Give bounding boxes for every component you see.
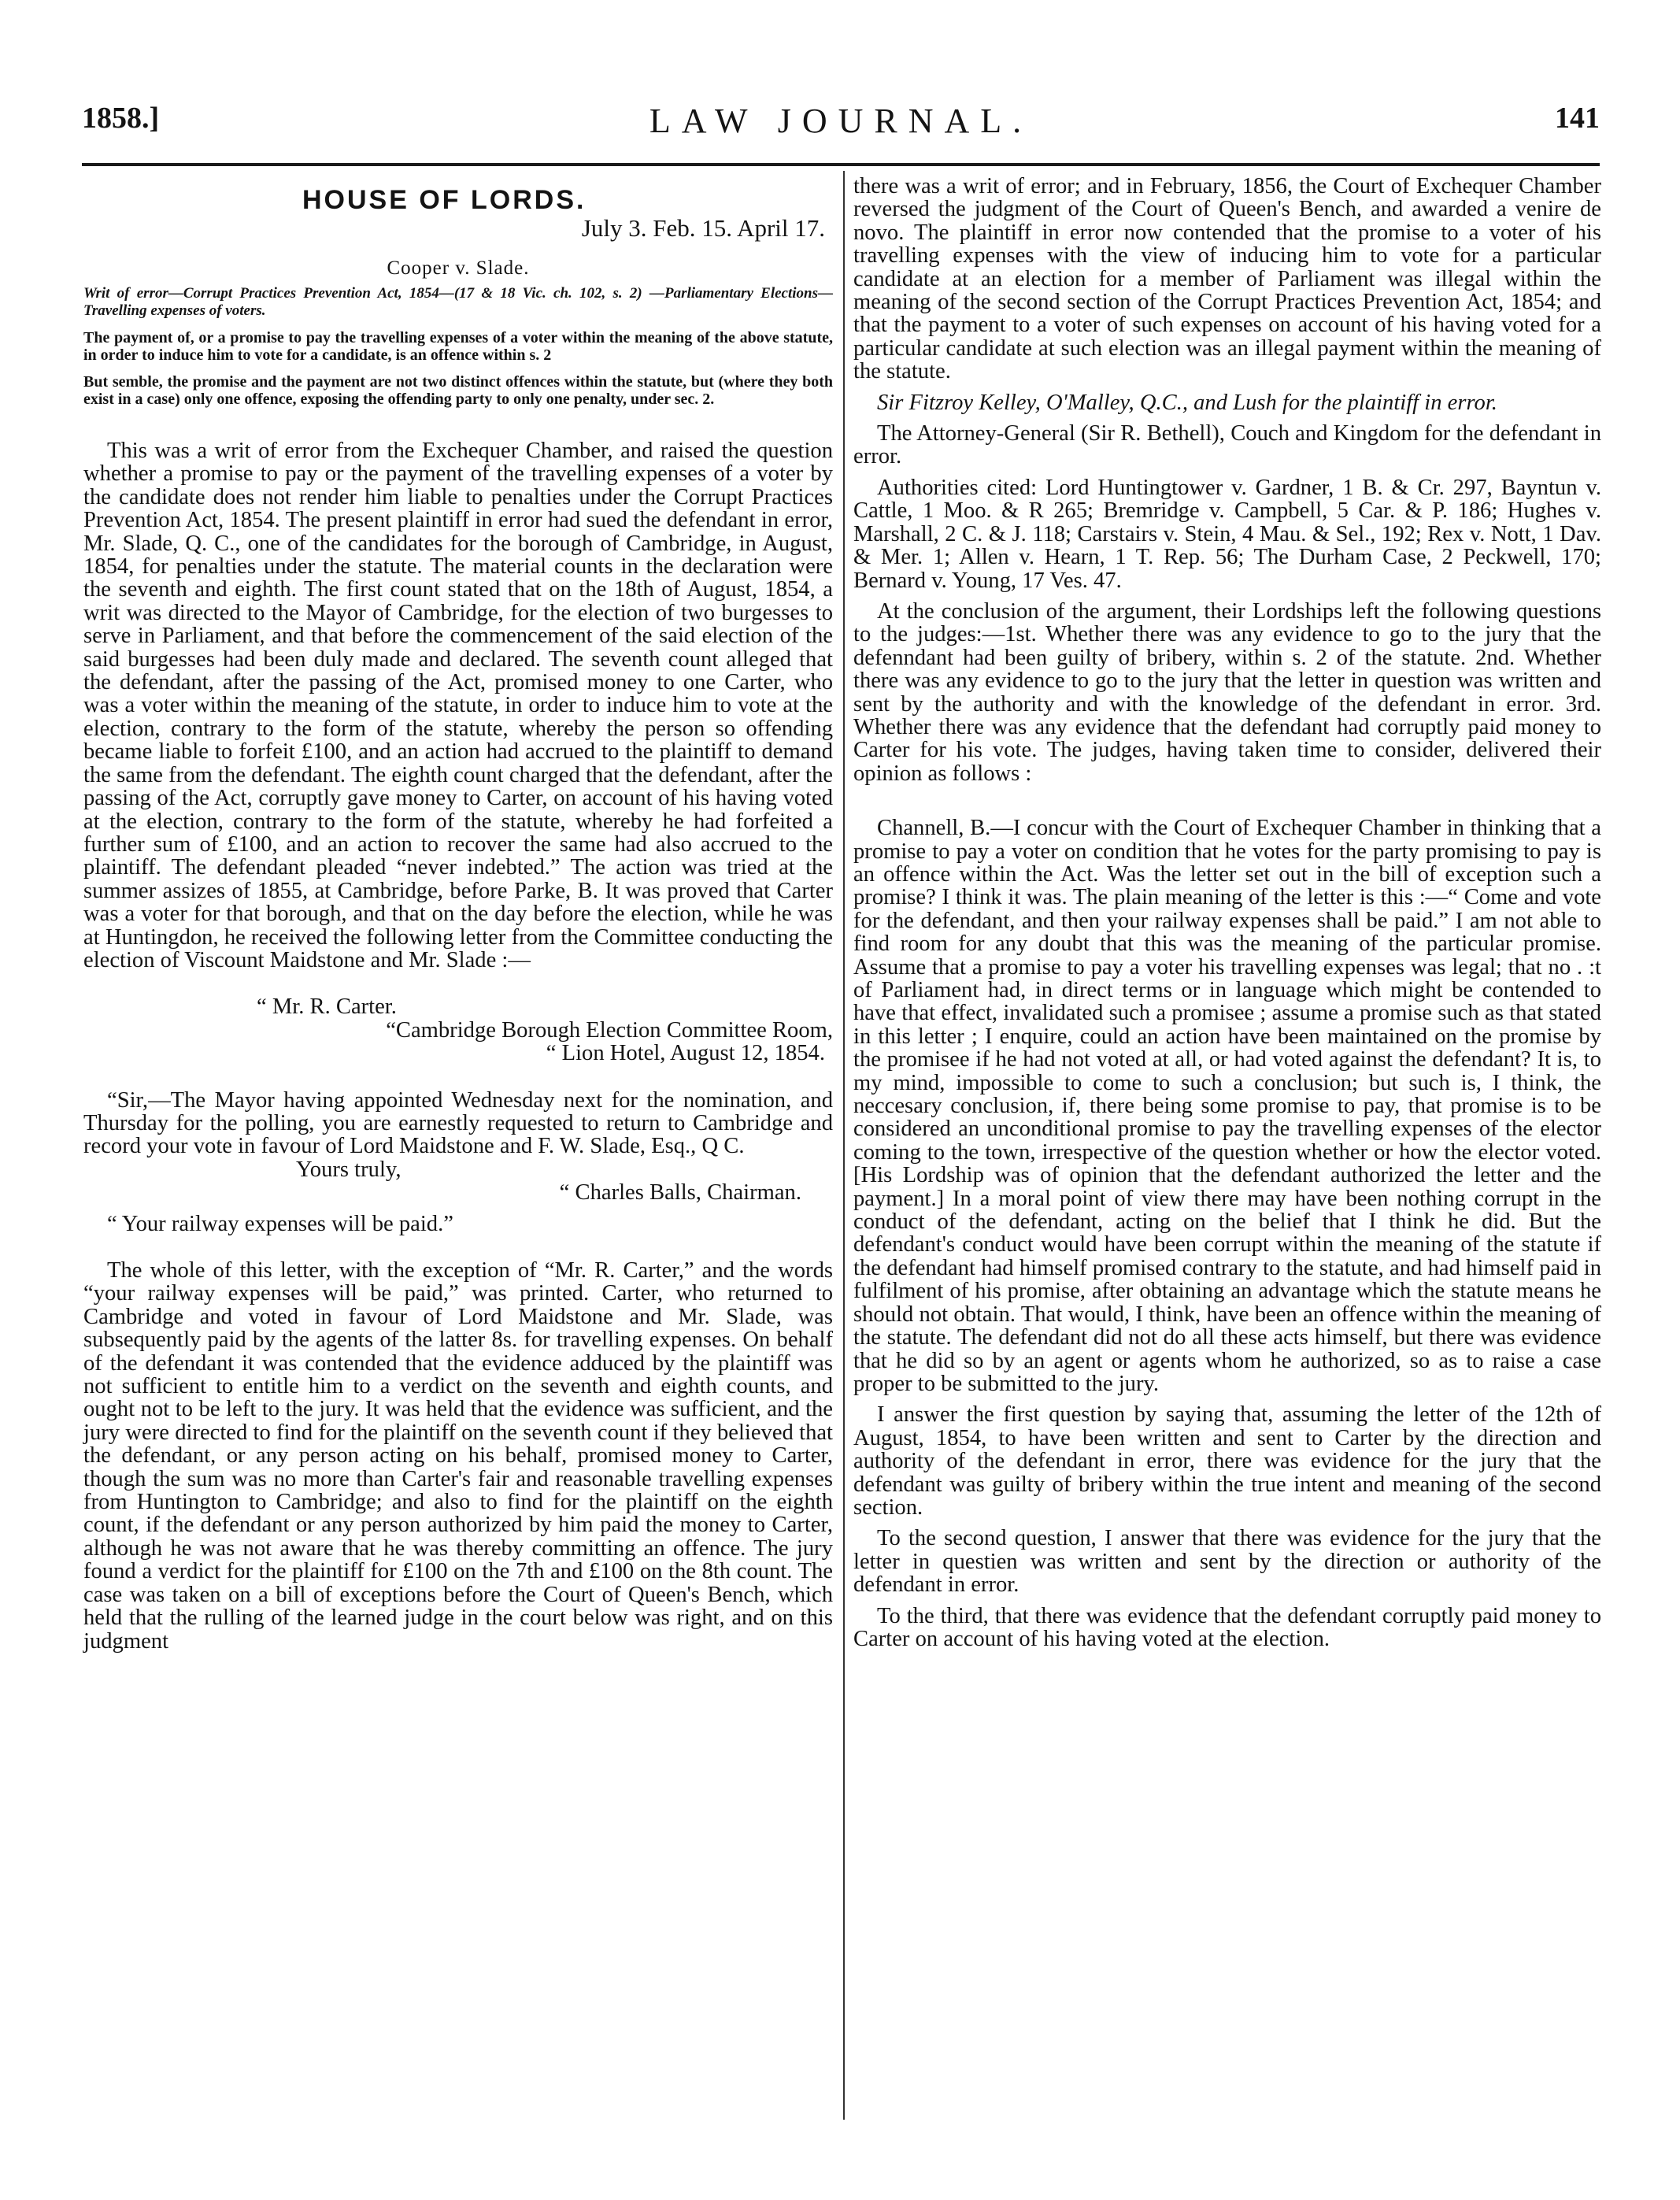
right-column — [853, 175, 1601, 1650]
paragraph-writ-of-error: there was a writ of error; and in February, 1856, the Court of Exchequer Chamber reversed the judgment of the Court of Queen's Bench, and awarded a venire de novo. The plaintiff in error now contended that the promise to a voter of his travelling expenses with the view of inducing him to vote for a particular candidate at an election for a member of Parliament was illegal within the meaning of the second section of the Corrupt Practices Prevention Act, 1854; and that the payment to a voter of such expenses on account of his having voted for a particular candidate at such election was an illegal payment within the meaning of the statute. — [853, 174, 1601, 384]
letter-address: “Cambridge Borough Election Committee Room, — [386, 1017, 833, 1043]
paragraph-trial: The whole of this letter, with the exception of “Mr. R. Carter,” and the words “your railway expenses will be paid,” was printed. Carter, who returned to Cambridge and voted in favour of Lord Maidstone and Mr. Slade, was subsequently paid by the agents of the latter 8s. for travelling expenses. On behalf of the defendant it was contended that the evidence adduced by the plaintiff was not sufficient to entitle him to a verdict on the seventh and eighth counts, and ought not to be left to the jury. It was held that the evidence was sufficient, and the jury were directed to find for the plaintiff on the seventh count if they believed that the defendant, or any person acting on his behalf, promised money to Carter, though the sum was no more than Carter's fair and reasonable travelling expenses from Huntington to Cambridge; and also to find for the plaintiff on the eighth count, if the defendant or any person authorized by him paid the money to Carter, although he was not aware that he was thereby committing an offence. The jury found a verdict for the plaintiff for £100 on the 7th and £100 on the 8th count. The case was taken on a bill of exceptions before the Court of Queen's Bench, which held that the rulling of the learned judge in the court below was right, and on this judgment — [83, 1258, 833, 1654]
hearing-dates: July 3. Feb. 15. April 17. — [581, 214, 825, 242]
column-divider — [843, 171, 845, 2120]
authorities-cited: Authorities cited: Lord Huntingtower v. Gardner, 1 B. & Cr. 297, Bayntun v. Cattle, 1 Moo. & R 265; Bremridge v. Campbell, 5 Car. & P. 186; Hughes v. Marshall, 2 C. & J. 118; Carstairs v. Stein, 4 Mau. & Sel., 192; Rex v. Nott, 1 Dav. & Mer. 1; Allen v. Hearn, 1 T. Rep. 56; The Durham Case, 2 Peckwell, 170; Bernard v. Young, 17 Ves. 47. — [853, 475, 1601, 593]
headnote-holding: The payment of, or a promise to pay the travelling expenses of a voter within the meaning of the above statute, in order to induce him to vote for a candidate, is an offence within s. 2 — [83, 329, 833, 364]
answer-first-question: I answer the first question by saying that, assuming the letter of the 12th of August, 1854, to have been written and sent to Carter by the direction and authority of the defendant in error, there was evidence for the jury that the defendant was guilty of bribery within the true intent and meaning of the second section. — [853, 1402, 1601, 1520]
letter-body: “Sir,—The Mayor having appointed Wednesday next for the nomination, and Thursday for the polling, you are earnestly requested to return to Cambridge and record your vote in favour of Lord Maidstone and F. W. Slade, Esq., Q C. — [83, 1087, 833, 1159]
paragraph-facts: This was a writ of error from the Exchequer Chamber, and raised the question whether a promise to pay or the payment of the travelling expenses of a voter by the candidate does not render him liable to penalties under the Corrupt Practices Prevention Act, 1854. The present plaintiff in error had sued the defendant in error, Mr. Slade, Q. C., one of the candidates for the borough of Cambridge, in August, 1854, for penalties under the statute. The material counts in the declaration were the seventh and eighth. The first count stated that on the 18th of August, 1854, a writ was directed to the Mayor of Cambridge, for the election of two burgesses to serve in Parliament, and that before the commencement of the said election of the said burgesses had been duly made and declared. The seventh count alleged that the defendant, after the passing of the Act, promised money to one Carter, who was a voter within the meaning of the statute, in order to induce him to vote at the election, contrary to the form of the statute, whereby the person so offending became liable to forfeit £100, and an action had accrued to the plaintiff to demand the same from the defendant. The eighth count charged that the defendant, after the passing of the Act, corruptly gave money to Carter, on account of his having voted at the election, contrary to the form of the statute, whereby he had forfeited a further sum of £100, and an action to recover the same had also accrued to the plaintiff. The defendant pleaded “never indebted.” The action was tried at the summer assizes of 1855, at Cambridge, before Parke, B. It was proved that Carter was a voter for that borough, and that on the day before the election, while he was at Huntingdon, he received the following letter from the Committee conducting the election of Viscount Maidstone and Mr. Slade :— — [83, 439, 833, 972]
left-column — [83, 175, 833, 1653]
counsel-plaintiff: Sir Fitzroy Kelley, O'Malley, Q.C., and Lush for the plaintiff in error. — [877, 390, 1497, 415]
letter-closing: Yours truly, — [296, 1157, 401, 1182]
page-number: 141 — [1555, 102, 1600, 135]
running-head-title: LAW JOURNAL. — [649, 102, 1033, 140]
letter-date: “ Lion Hotel, August 12, 1854. — [546, 1041, 825, 1066]
case-name: Cooper v. Slade. — [387, 257, 530, 279]
answer-second-question: To the second question, I answer that there was evidence for the jury that the letter in questien was written and sent by the direction or authority of the defendant in error. — [853, 1526, 1601, 1598]
answer-third-question: To the third, that there was evidence that the defendant corruptly paid money to Carter on account of his having voted at the election. — [853, 1603, 1601, 1651]
letter-postscript: “ Your railway expenses will be paid.” — [107, 1211, 453, 1236]
court-heading: HOUSE OF LORDS. — [302, 185, 587, 215]
headnote-topic: Writ of error—Corrupt Practices Prevention Act, 1854—(17 & 18 Vic. ch. 102, s. 2) —Parliamentary Elections—Travelling expenses of voters. — [83, 285, 833, 319]
opinion-channell: Channell, B.—I concur with the Court of Exchequer Chamber in thinking that a promise to pay a voter on condition that he votes for the party promising to pay is an offence within the Act. Was the letter set out in the bill of exception such a promise? I think it was. The plain meaning of the letter is this :—“ Come and vote for the defendant, and then your railway expenses shall be paid.” I am not able to find room for any doubt that this was the meaning of the particular promise. Assume that a promise to pay a voter his travelling expenses was legal; that no . :t of Parliament had, in direct terms or in language which might be contended to have that effect, invalidated such a promisee ; assume a promise such as that stated in this letter ; I enquire, could an action have been maintained on the promise by the promisee if he had not voted at all, or had voted against the defendant? It is, to my mind, impossible to come to such a conclusion; but such is, I think, the neccesary conclusion, if, there being some promise to pay, that promise is to be considered an unconditional promise to pay the travelling expenses of the elector coming to the town, irrespective of the question whether or how the elector voted. [His Lordship was of opinion that the defendant authorized the letter and the payment.] In a moral point of view there may have been nothing corrupt in the conduct of the defendant, acting on the belief that I think he did. But the defendant's conduct would have been corrupt within the meaning of the statute if the defendant had himself promised contrary to the statute, and had himself paid in fulfilment of his promise, after obtaining an advantage which the statute means he should not obtain. That would, I think, have been an offence within the meaning of the statute. The defendant did not do all these acts himself, but there was evidence that he did so by an agent or agents whom he authorized, so as to raise a case proper to be submitted to the jury. — [853, 816, 1601, 1396]
counsel-defendant: The Attorney-General (Sir R. Bethell), Couch and Kingdom for the defendant in error. — [853, 421, 1601, 469]
letter-addressee: “ Mr. R. Carter. — [257, 994, 397, 1020]
headnote-semble: But semble, the promise and the payment are not two distinct offences within the statute, but (where they both exist in a case) only one offence, exposing the offending party to only one penalty, under sec. 2. — [83, 373, 833, 408]
header-rule — [82, 163, 1600, 166]
running-head-year: 1858.] — [82, 102, 160, 135]
letter-signature: “ Charles Balls, Chairman. — [559, 1180, 801, 1206]
paragraph-questions: At the conclusion of the argument, their Lordships left the following questions to the judges:—1st. Whether there was any evidence to go to the jury that the defenndant had been guilty of bribery, within s. 2 of the statute. 2nd. Whether there was any evidence to go to the jury that the letter in question was written and sent by the authority and with the knowledge of the defendant in error. 3rd. Whether there was any evidence that the defendant had corruptly paid money to Carter for his vote. The judges, having taken time to consider, delivered their opinion as follows : — [853, 598, 1601, 786]
running-head — [82, 101, 1600, 148]
